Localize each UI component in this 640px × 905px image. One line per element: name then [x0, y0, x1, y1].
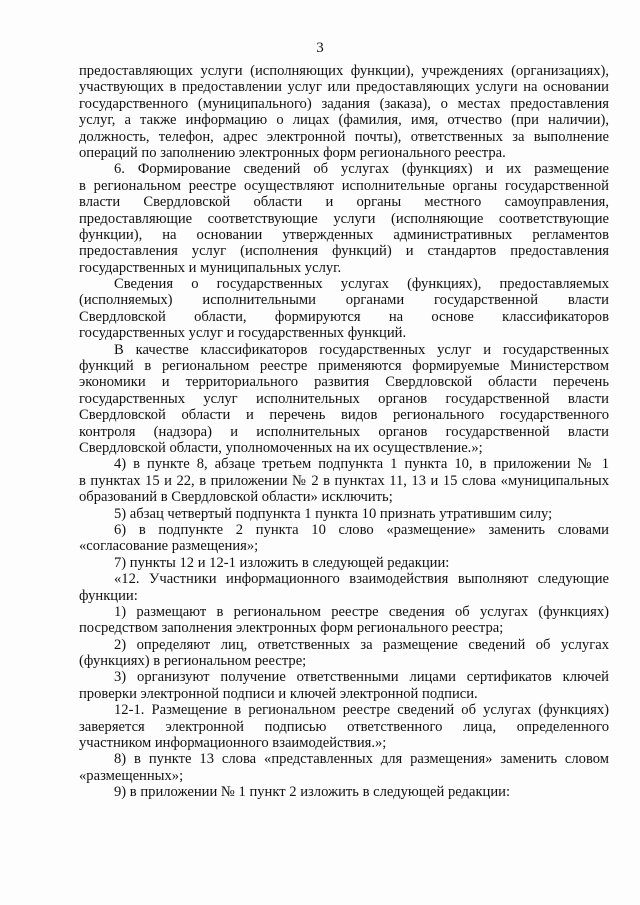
document-body — [79, 63, 609, 801]
text-line: должность, телефон, адрес электронной почты), ответственных за выполнение — [79, 128, 609, 145]
text-line: (исполняемых) исполнительными органами государственной власти — [79, 292, 609, 309]
text-line: предоставления услуг (исполнения функций) и стандартов предоставления — [79, 243, 609, 260]
text-line: участником информационного взаимодействия.»; — [79, 735, 387, 752]
text-line: 8) в пункте 13 слова «представленных для размещения» заменить словом — [114, 751, 609, 768]
text-line: образований в Свердловской области» исключить; — [79, 489, 393, 506]
text-line: операций по заполнению электронных форм регионального реестра. — [79, 144, 506, 161]
text-line: 12-1. Размещение в региональном реестре сведений об услугах (функциях) — [114, 702, 609, 719]
text-line: посредством заполнения электронных форм регионального реестра; — [79, 620, 504, 637]
text-line: 1) размещают в региональном реестре сведения об услугах (функциях) — [114, 603, 609, 620]
text-line: 3) организуют получение ответственными лицами сертификатов ключей — [114, 669, 609, 686]
text-line: В качестве классификаторов государственных услуг и государственных — [114, 341, 609, 358]
text-line: государственного (муниципального) задания (заказа), о местах предоставления — [79, 95, 609, 112]
text-line: услуг, а также информацию о лицах (фамилия, имя, отчество (при наличии), — [79, 112, 609, 129]
text-line: Сведения о государственных услугах (функциях), предоставляемых — [114, 276, 609, 293]
text-line: государственных услуг исполнительных органов государственной власти — [79, 390, 609, 407]
text-line: 7) пункты 12 и 12-1 изложить в следующей редакции: — [114, 554, 450, 571]
page-number: 3 — [316, 40, 324, 56]
text-line: функции: — [79, 587, 138, 604]
text-line: «12. Участники информационного взаимодействия выполняют следующие — [114, 571, 609, 588]
text-line: в региональном реестре осуществляют исполнительные органы государственной — [79, 177, 609, 194]
text-line: проверки электронной подписи и ключей электронной подписи. — [79, 685, 478, 702]
text-line: функции), на основании утвержденных административных регламентов — [79, 226, 609, 243]
text-line: 4) в пункте 8, абзаце третьем подпункта 1 пункта 10, в приложении № 1 — [114, 456, 609, 473]
text-line: «согласование размещения»; — [79, 538, 259, 555]
text-line: «размещенных»; — [79, 767, 184, 784]
text-line: контроля (надзора) и исполнительных органов государственной власти — [79, 423, 609, 440]
text-line: предоставляющие соответствующие услуги (исполняющие соответствующие — [79, 210, 609, 227]
text-line: (функциях) в региональном реестре; — [79, 653, 307, 670]
text-line: Свердловской области и перечень видов регионального государственного — [79, 407, 609, 424]
text-line: 9) в приложении № 1 пункт 2 изложить в следующей редакции: — [114, 784, 511, 801]
text-line: государственных услуг и государственных функций. — [79, 325, 407, 342]
text-line: функций в региональном реестре применяются формируемые Министерством — [79, 358, 609, 375]
text-line: Свердловской области, уполномоченных на их осуществление.»; — [79, 439, 483, 456]
text-line: заверяется электронной подписью ответственного лица, определенного — [79, 718, 609, 735]
text-line: экономики и территориального развития Свердловской области перечень — [79, 374, 609, 391]
text-line: участвующих в предоставлении услуг или предоставляющих услуги на основании — [79, 79, 609, 96]
text-line: 6. Формирование сведений об услугах (функциях) и их размещение — [114, 161, 609, 178]
text-line: 5) абзац четвертый подпункта 1 пункта 10 признать утратившим силу; — [114, 505, 553, 522]
text-line: власти Свердловской области и органы местного самоуправления, — [79, 194, 609, 211]
text-line: в пунктах 15 и 22, в приложении № 2 в пунктах 11, 13 и 15 слова «муниципальных — [79, 472, 609, 489]
text-line: 2) определяют лиц, ответственных за размещение сведений об услугах — [114, 636, 609, 653]
text-line: государственных и муниципальных услуг. — [79, 259, 342, 276]
text-line: Свердловской области, формируются на основе классификаторов — [79, 308, 609, 325]
text-line: предоставляющих услуги (исполняющих функции), учреждениях (организациях), — [79, 63, 609, 79]
text-line: 6) в подпункте 2 пункта 10 слово «размещение» заменить словами — [114, 521, 609, 538]
